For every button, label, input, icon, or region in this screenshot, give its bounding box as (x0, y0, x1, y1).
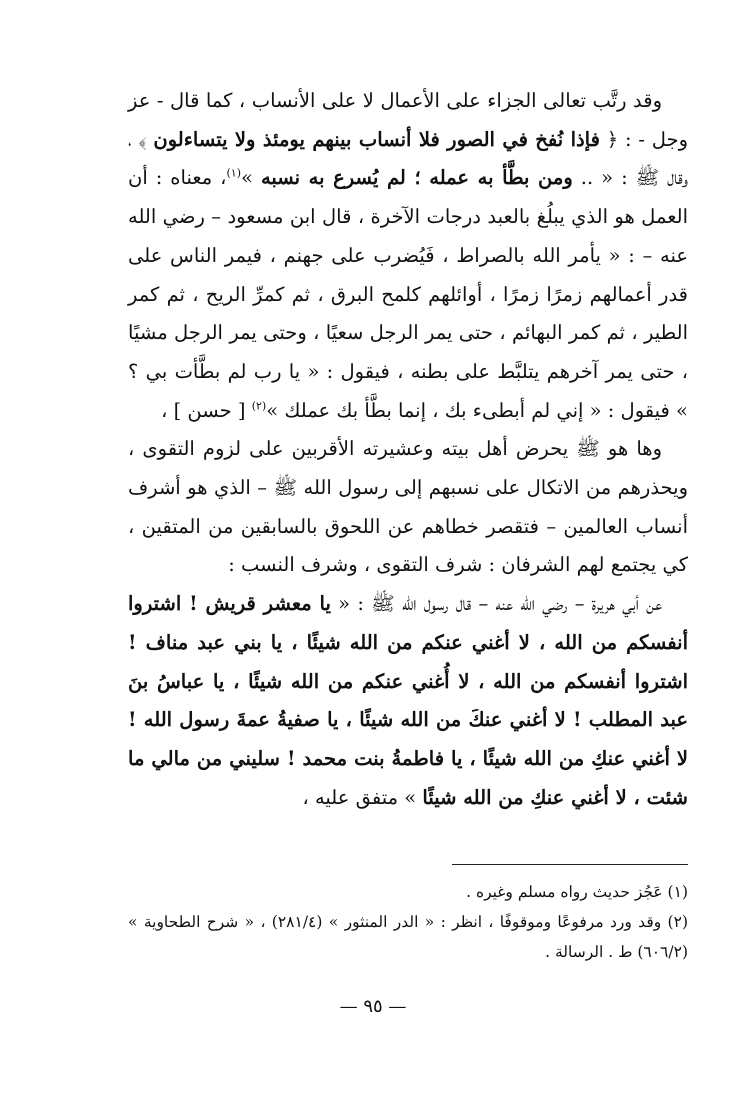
paragraph-1 (128, 82, 688, 430)
text-run: » (241, 166, 261, 190)
text-run: » متفق عليه ، (302, 785, 423, 809)
page-number-dash: — (382, 996, 407, 1017)
page-number-value: ٩٥ (363, 996, 383, 1017)
text-run: ، معناه : أن العمل هو الذي يبلُغ بالعبد درجات الآخرة ، قال ابن مسعود – رضي الله عنه – : « يأمر الله بالصراط ، فَيُضرب على جهنم ، فيمر الناس على قدر أعمالهم زمرًا زمرًا ، أوائلهم كلمح البرق ، ثم كمرِّ الريح ، ثم كمر الطير ، ثم كمر البهائم ، حتى يمر الرجل سعيًا ، وحتى يمر الرجل مشيًا ، حتى يمر آخرهم يتلبَّط على بطنه ، فيقول : « يا رب لم بطَّأت بي ؟ » فيقول : « إني لم أبطىء بك ، إنما بطَّأ بك عملك » (128, 166, 688, 422)
quran-verse: فإذا نُفخ في الصور فلا أنساب بينهم يومئذ ولا يتساءلون (153, 127, 600, 151)
text-run: [ حسن ] ، (161, 398, 252, 422)
paragraph-3 (128, 585, 688, 817)
footnote-separator (452, 864, 688, 865)
text-run: ﴾ ، وقال ﷺ : « .. (128, 127, 689, 190)
page-number-dash: — (339, 996, 364, 1017)
hadith-quote: ومن بطَّأ به عمله ؛ لم يُسرع به نسبه (260, 166, 573, 190)
footnote-ref-1: (١) (226, 166, 241, 180)
page-number (0, 996, 746, 1017)
paragraph-2: وها هو ﷺ يحرض أهل بيته وعشيرته الأقربين على لزوم التقوى ، ويحذرهم من الاتكال على نسبهم إلى رسول الله ﷺ – الذي هو أشرف أنساب العالمين – فتقصر خطاهم عن اللحوق بالسابقين من المتقين ، كي يجتمع لهم الشرفان : شرف التقوى ، وشرف النسب : (128, 437, 688, 577)
footnote-ref-2: (٢) (251, 399, 267, 413)
text-run: وقد رتَّب تعالى الجزاء على الأعمال لا على الأنساب ، كما قال - عز وجل - : ﴿ (128, 89, 689, 151)
footnote-2: (٢) وقد ورد مرفوعًا وموقوفًا ، انظر : « الدر المنثور » (٢٨١/٤) ، « شرح الطحاوية » (٦٠٦/٢) ط . الرسالة . (128, 913, 688, 961)
text-run: عن أبي هريرة – رضي الله عنه – قال رسول الله ﷺ : « (330, 592, 662, 616)
hadith-quote: يا معشر قريش ! اشتروا أنفسكم من الله ، لا أغني عنكم من الله شيئًا ، يا بني عبد مناف ! اشتروا أنفسكم من الله ، لا أُغني عنكم من الله شيئًا ، يا عباسُ بنَ عبد المطلب ! لا أغني عنكَ من الله شيئًا ، يا صفيةُ عمةَ رسول الله ! لا أغني عنكِ من الله شيئًا ، يا فاطمةُ بنت محمد ! سليني من مالي ما شئت ، لا أغني عنكِ من الله شيئًا (128, 592, 688, 809)
footnote-1: (١) عَجُز حديث رواه مسلم وغيره . (466, 883, 688, 901)
footnotes (128, 877, 688, 967)
main-text (128, 82, 688, 817)
